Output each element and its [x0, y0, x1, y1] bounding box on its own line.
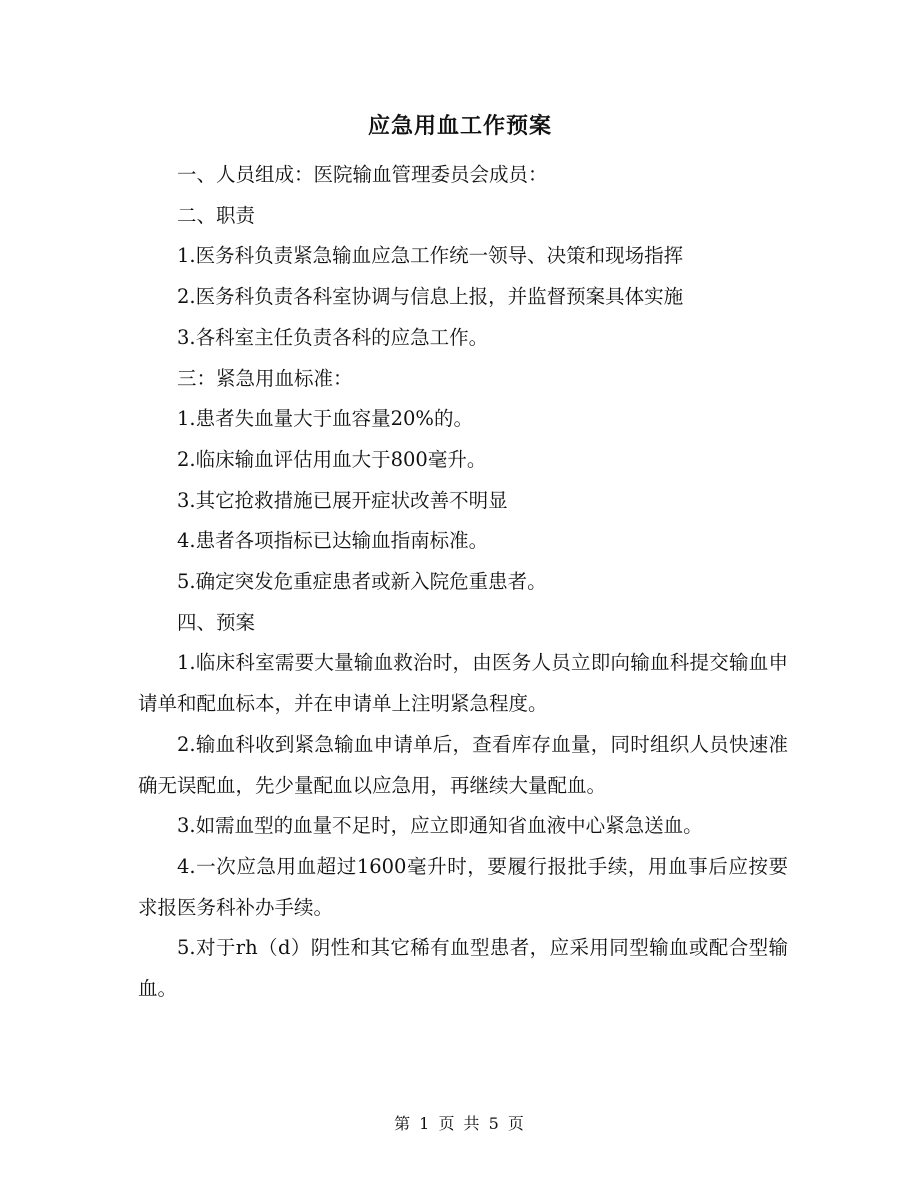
document-body	[138, 155, 788, 1010]
paragraph: 3.其它抢救措施已展开症状改善不明显	[177, 488, 508, 512]
paragraph: 5.确定突发危重症患者或新入院危重患者。	[177, 570, 547, 594]
paragraph: 1.患者失血量大于血容量20%的。	[177, 407, 473, 431]
paragraph: 四、预案	[177, 610, 256, 634]
page-number-footer: 第 1 页 共 5 页	[394, 1114, 526, 1133]
paragraph: 2.输血科收到紧急输血申请单后，查看库存血量，同时组织人员快速准确无误配血，先少量配血以应急用，再继续大量配血。	[138, 732, 788, 797]
paragraph: 2.医务科负责各科室协调与信息上报，并监督预案具体实施	[177, 285, 684, 309]
paragraph: 3.如需血型的血量不足时，应立即通知省血液中心紧急送血。	[177, 814, 703, 838]
paragraph: 2.临床输血评估用血大于800毫升。	[177, 447, 487, 471]
paragraph: 5.对于rh（d）阴性和其它稀有血型患者，应采用同型输血或配合型输血。	[138, 936, 788, 1001]
page-title: 应急用血工作预案	[367, 113, 552, 139]
paragraph: 1.医务科负责紧急输血应急工作统一领导、决策和现场指挥	[177, 244, 684, 268]
paragraph: 二、职责	[177, 203, 256, 227]
paragraph: 4.患者各项指标已达输血指南标准。	[177, 529, 489, 553]
paragraph: 3.各科室主任负责各科的应急工作。	[177, 325, 489, 349]
paragraph: 一、人员组成：医院输血管理委员会成员：	[177, 163, 548, 186]
paragraph: 三：紧急用血标准：	[177, 366, 353, 390]
paragraph: 4.一次应急用血超过1600毫升时，要履行报批手续，用血事后应按要求报医务科补办手续。	[138, 854, 788, 919]
paragraph: 1.临床科室需要大量输血救治时，由医务人员立即向输血科提交输血申请单和配血标本，并在申请单上注明紧急程度。	[138, 651, 788, 716]
